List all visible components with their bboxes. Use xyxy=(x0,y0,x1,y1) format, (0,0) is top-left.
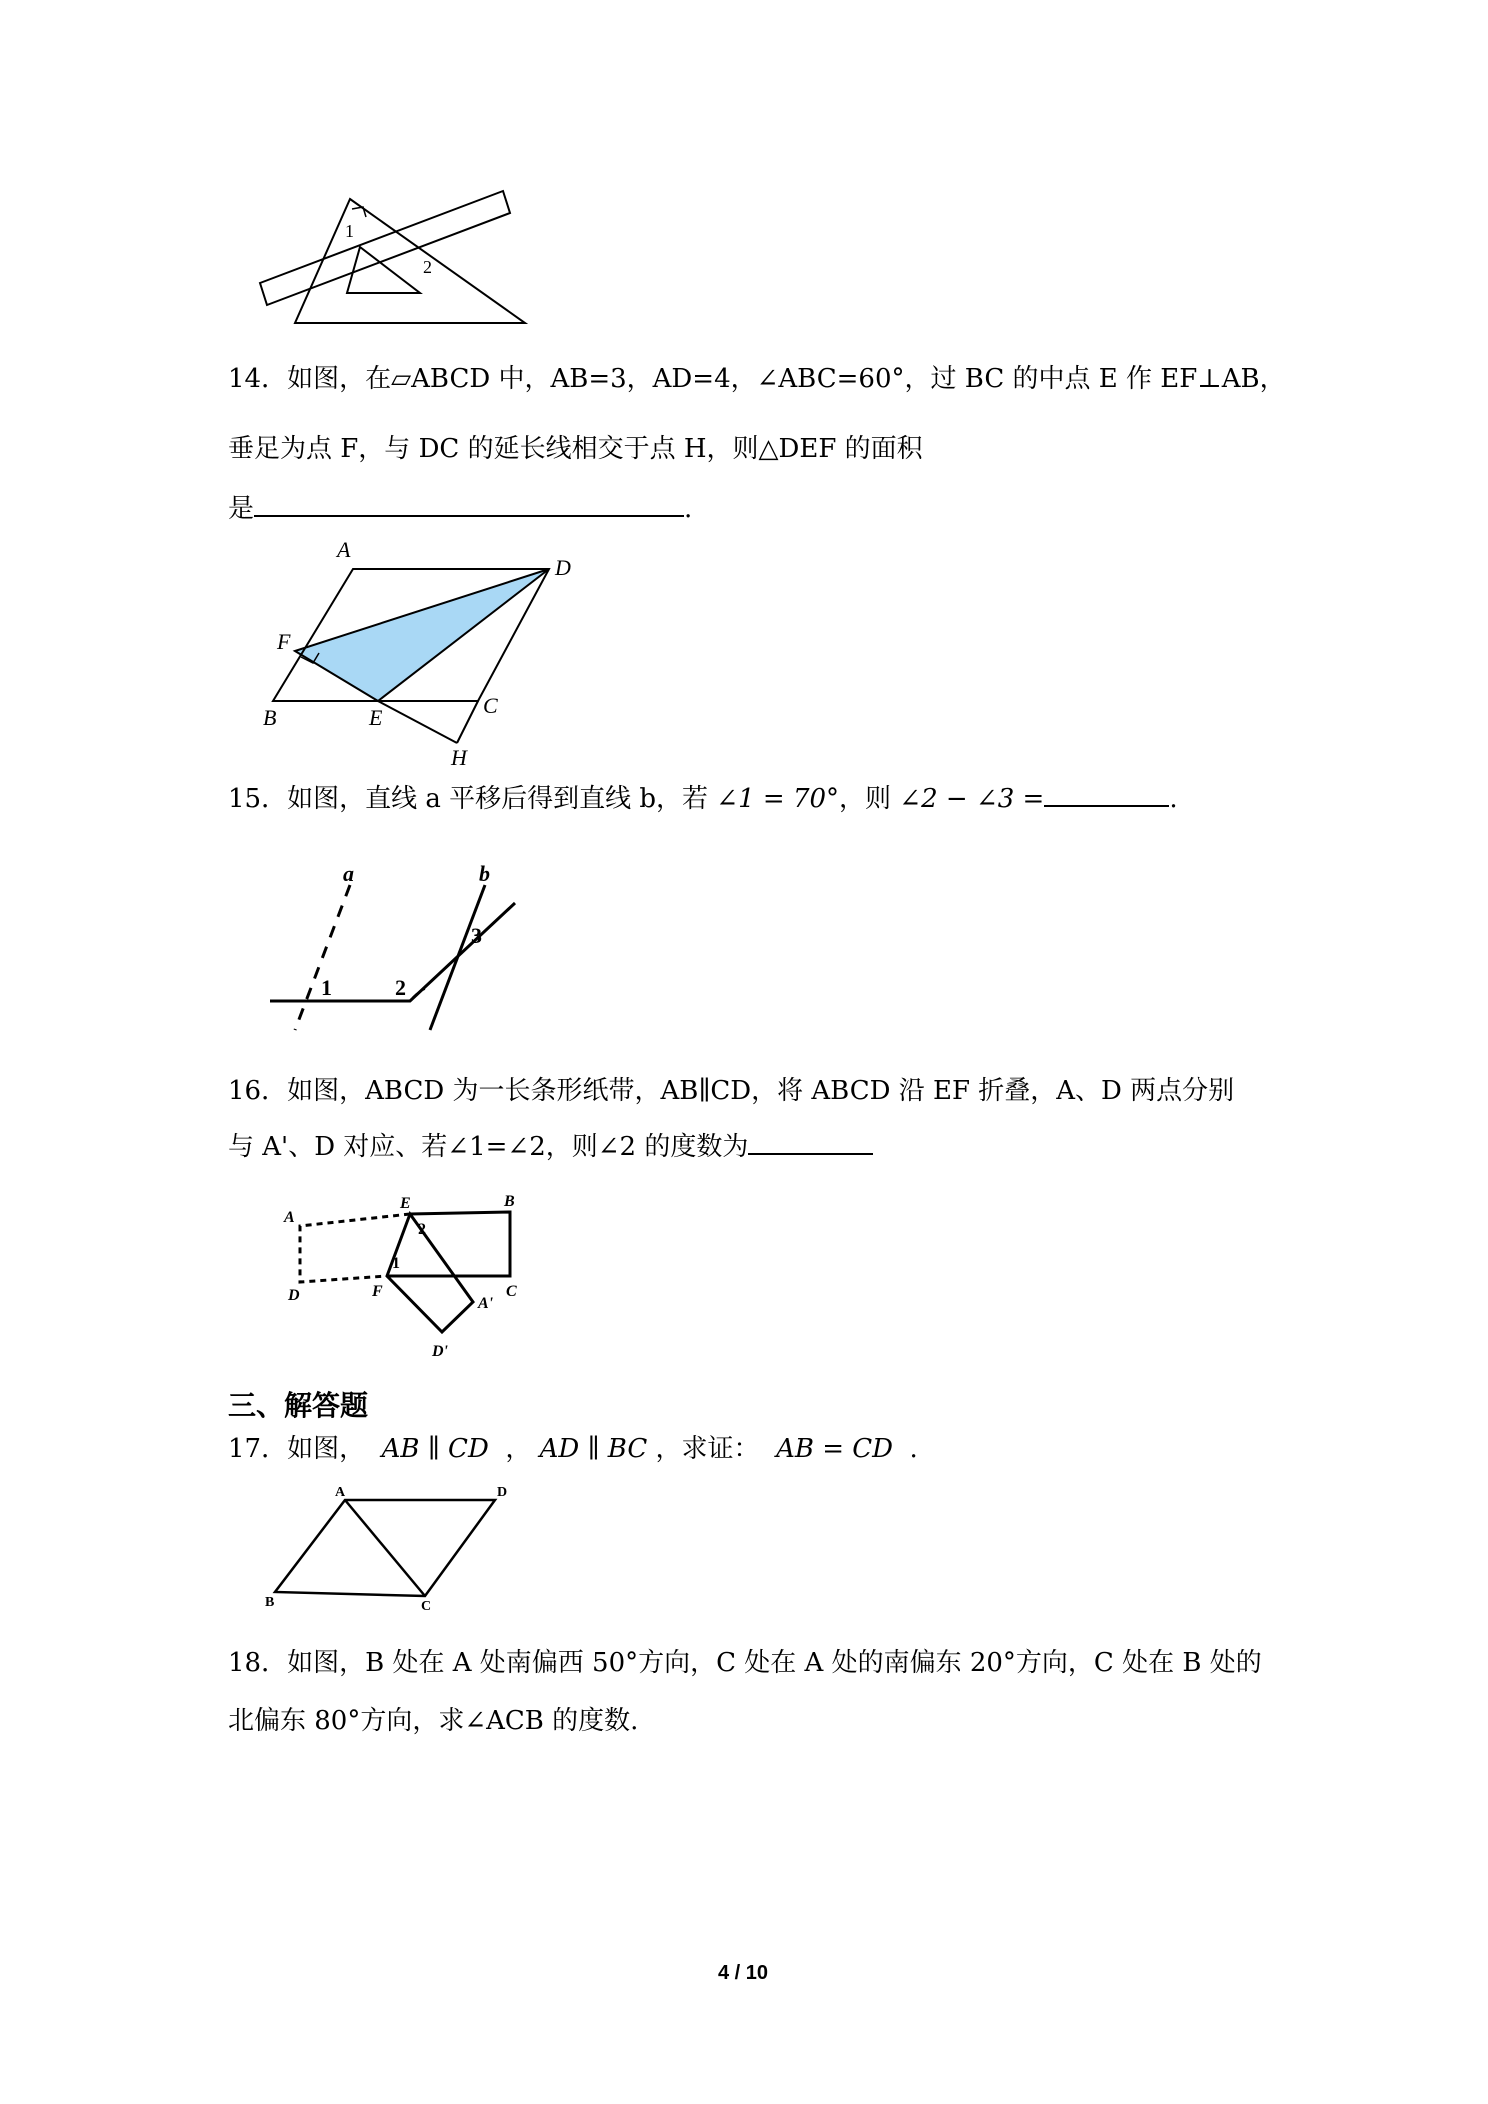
q15-middle: ，则 xyxy=(839,784,900,814)
q13-label-1: 1 xyxy=(345,221,354,241)
q17-math-1: AB ∥ CD xyxy=(381,1434,489,1464)
label-a: A xyxy=(284,1209,295,1226)
section-title: 三、解答题 xyxy=(228,1389,369,1422)
q13-label-2: 2 xyxy=(423,257,432,277)
q17-line xyxy=(228,1436,918,1462)
q14-answer-blank[interactable] xyxy=(254,511,684,517)
diagonal-ac xyxy=(345,1500,425,1596)
set-square-outer xyxy=(295,199,525,323)
label-c: C xyxy=(506,1283,517,1300)
label-d: D xyxy=(288,1287,300,1304)
label-b: B xyxy=(504,1193,515,1210)
q15-math-1: ∠1 = 70° xyxy=(716,784,840,814)
label-d: D xyxy=(497,1485,508,1500)
q16-line2 xyxy=(228,1134,873,1160)
ruler-strip xyxy=(260,191,510,305)
q17-figure xyxy=(265,1485,525,1614)
label-e: E xyxy=(369,705,383,730)
label-d: D xyxy=(555,555,571,580)
q15-prefix: 15．如图，直线 a 平移后得到直线 b，若 xyxy=(228,784,717,814)
q17-math-2: AD ∥ BC xyxy=(539,1434,648,1464)
q15-figure xyxy=(265,861,535,1035)
label-e: E xyxy=(400,1195,411,1212)
label-angle-2: 2 xyxy=(395,975,406,1000)
q15-suffix: . xyxy=(1169,784,1178,814)
label-d-prime: D' xyxy=(432,1343,448,1360)
q16-line1: 16．如图，ABCD 为一长条形纸带，AB∥CD，将 ABCD 沿 EF 折叠，A、D 两点分别 xyxy=(228,1076,1235,1106)
bent-line xyxy=(270,903,515,1001)
strip-folded xyxy=(387,1214,473,1332)
q14-line2: 垂足为点 F，与 DC 的延长线相交于点 H，则△DEF 的面积 xyxy=(228,434,923,464)
label-b: B xyxy=(265,1595,275,1610)
q17-suffix: . xyxy=(909,1434,918,1464)
q18-line1: 18．如图，B 处在 A 处南偏西 50°方向，C 处在 A 处的南偏东 20°方向，C 处在 B 处的 xyxy=(228,1648,1262,1678)
label-line-b: b xyxy=(479,861,490,886)
q14-line3-prefix: 是 xyxy=(228,494,255,524)
label-f: F xyxy=(372,1283,383,1300)
label-a: A xyxy=(337,537,351,562)
label-b: B xyxy=(263,705,277,730)
right-angle-mark xyxy=(352,207,366,217)
q15-math-2: ∠2 − ∠3 = xyxy=(899,784,1045,814)
label-angle-2: 2 xyxy=(418,1221,426,1238)
q17-math-3: AB = CD xyxy=(776,1434,894,1464)
q15-answer-blank[interactable] xyxy=(1044,801,1169,807)
line-a-dashed xyxy=(295,885,350,1030)
q14-line3 xyxy=(228,496,692,522)
line-b xyxy=(430,885,485,1030)
label-c: C xyxy=(483,693,498,718)
q14-line3-suffix: . xyxy=(684,494,693,524)
label-line-a: a xyxy=(343,861,354,886)
label-a-prime: A' xyxy=(478,1295,494,1312)
label-h: H xyxy=(451,745,467,770)
q15-line xyxy=(228,786,1178,812)
label-f: F xyxy=(277,629,291,654)
label-c: C xyxy=(421,1599,432,1614)
label-angle-1: 1 xyxy=(392,1255,400,1272)
q16-line2-text: 与 A'、D 对应、若∠1=∠2，则∠2 的度数为 xyxy=(228,1132,749,1162)
q14-figure xyxy=(255,535,585,770)
segment-ch xyxy=(457,701,478,743)
q14-line1: 14．如图，在▱ABCD 中，AB=3，AD=4，∠ABC=60°，过 BC 的中点 E 作 EF⊥AB， xyxy=(228,364,1286,394)
page-number: 4 / 10 xyxy=(718,1962,769,1984)
q16-figure xyxy=(280,1192,530,1367)
q17-middle: ，求证： xyxy=(655,1434,760,1464)
q13-figure xyxy=(255,185,535,330)
label-a: A xyxy=(335,1485,346,1500)
q16-answer-blank[interactable] xyxy=(748,1149,873,1155)
label-angle-3: 3 xyxy=(471,923,482,948)
label-angle-1: 1 xyxy=(321,975,332,1000)
q18-line2: 北偏东 80°方向，求∠ACB 的度数. xyxy=(228,1706,639,1736)
segment-eh xyxy=(378,701,457,743)
q17-sep: ， xyxy=(505,1434,532,1464)
triangle-def xyxy=(295,569,549,701)
q17-prefix: 17．如图， xyxy=(228,1434,366,1464)
